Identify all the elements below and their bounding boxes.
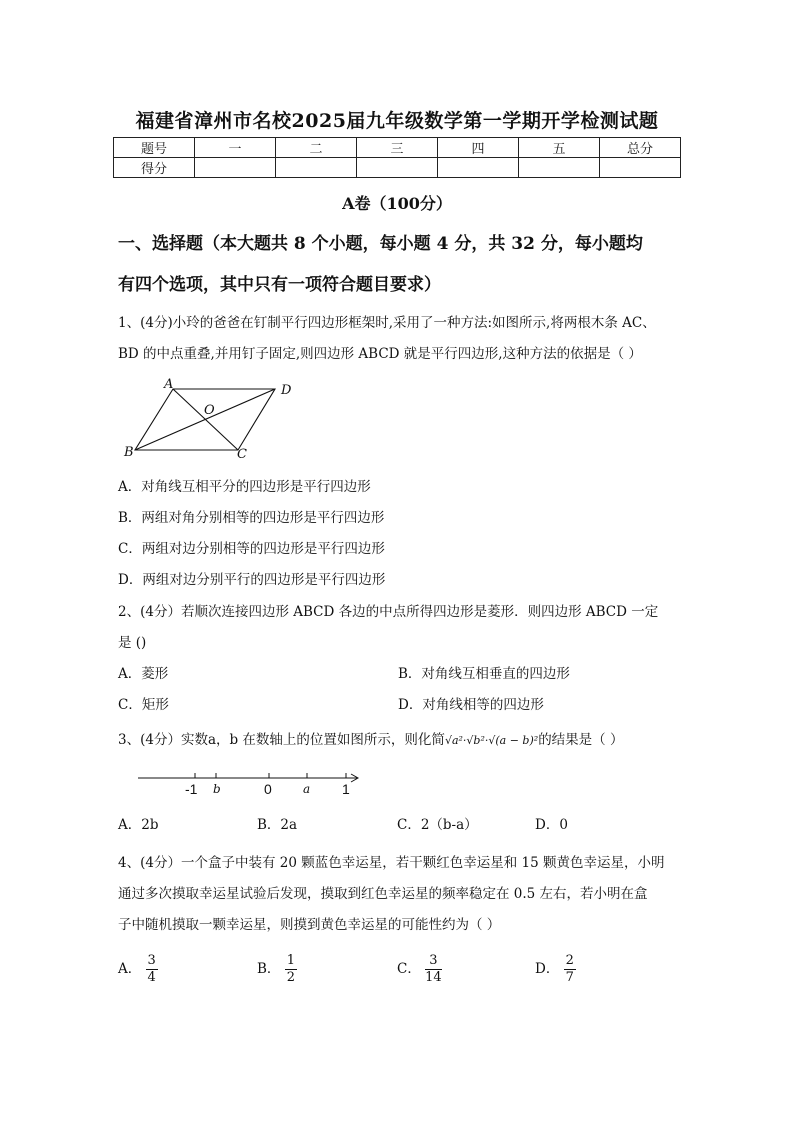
vertex-label-a: A (164, 377, 174, 392)
score-header-cell: 四 (438, 138, 519, 158)
q3-number-line (135, 768, 370, 800)
q4-option-d (535, 953, 576, 986)
axis-label-b: b (213, 782, 221, 796)
score-cell (600, 158, 681, 178)
q1-text-line2: BD 的中点重叠,并用钉子固定,则四边形 ABCD 就是平行四边形,这种方法的依据是（ ） (118, 346, 642, 362)
q4-text-line1: 4、(4分）一个盒子中装有 20 颗蓝色幸运星，若干颗红色幸运星和 15 颗黄色幸运星，小明 (118, 855, 665, 871)
score-cell (357, 158, 438, 178)
q3-option-a: A．2b (118, 817, 159, 833)
q3-expression: √a²·√b²·√(a − b)² (444, 734, 539, 747)
axis-label-a: a (303, 782, 311, 796)
q1-option-a: A．对角线互相平分的四边形是平行四边形 (118, 479, 371, 495)
score-header-cell: 总分 (600, 138, 681, 158)
score-cell (195, 158, 276, 178)
score-cell (276, 158, 357, 178)
q3-option-b: B．2a (257, 817, 298, 833)
q3-text-before: 3、(4分）实数a，b 在数轴上的位置如图所示，则化简 (118, 732, 445, 748)
q1-option-c: C．两组对边分别相等的四边形是平行四边形 (118, 541, 385, 557)
q3-option-d: D．0 (535, 817, 568, 833)
part1-heading-line1: 一、选择题（本大题共 8 个小题，每小题 4 分，共 32 分，每小题均 (118, 234, 643, 254)
vertex-label-c: C (237, 447, 247, 462)
score-table (113, 137, 681, 178)
vertex-label-b: B (124, 445, 134, 460)
q4-text-line3: 子中随机摸取一颗幸运星，则摸到黄色幸运星的可能性约为（ ） (118, 917, 501, 933)
q4-option-c (397, 953, 442, 986)
center-label-o: O (204, 403, 215, 418)
score-table-header-row (114, 138, 681, 158)
q4-option-a-numerator: 3 (147, 953, 156, 968)
q3-text (118, 725, 698, 756)
q4-option-c-numerator: 3 (425, 953, 442, 970)
q4-option-b-denominator: 2 (286, 970, 295, 985)
q3-option-c: C．2（b-a） (397, 817, 478, 833)
q2-option-d: D．对角线相等的四边形 (398, 697, 544, 713)
q1-parallelogram-figure (118, 374, 303, 464)
q2-text-line2: 是 () (118, 635, 147, 651)
vertex-label-d: D (281, 383, 292, 398)
q2-option-c: C．矩形 (118, 697, 169, 713)
q4-option-d-label: D． (535, 961, 560, 977)
score-row-label: 得分 (114, 158, 195, 178)
q4-option-c-denominator: 14 (425, 970, 442, 985)
axis-label-zero: 0 (264, 781, 272, 797)
q2-option-a: A．菱形 (118, 666, 169, 682)
score-cell (519, 158, 600, 178)
part1-heading-line2: 有四个选项，其中只有一项符合题目要求） (118, 275, 441, 295)
q1-option-b: B．两组对角分别相等的四边形是平行四边形 (118, 510, 385, 526)
score-header-cell: 三 (357, 138, 438, 158)
q4-option-a (118, 953, 158, 986)
axis-label-one: 1 (342, 781, 350, 797)
score-table-score-row (114, 158, 681, 178)
q4-text-line2: 通过多次摸取幸运星试验后发现，摸取到红色幸运星的频率稳定在 0.5 左右，若小明在盒 (118, 886, 648, 902)
score-header-cell: 一 (195, 138, 276, 158)
q4-option-a-denominator: 4 (147, 970, 156, 985)
diagonal-bd (135, 389, 275, 450)
q4-option-d-denominator: 7 (565, 970, 574, 985)
q4-option-d-numerator: 2 (565, 953, 574, 968)
score-header-cell: 二 (276, 138, 357, 158)
score-header-cell: 题号 (114, 138, 195, 158)
q4-option-b (257, 953, 297, 986)
axis-label-minus-one: -1 (185, 781, 198, 797)
q1-text-line1: 1、(4分)小玲的爸爸在钉制平行四边形框架时,采用了一种方法:如图所示,将两根木条 AC、 (118, 315, 656, 331)
exam-title: 福建省漳州市名校2025届九年级数学第一学期开学检测试题 (135, 110, 659, 132)
q2-text-line1: 2、(4分）若顺次连接四边形 ABCD 各边的中点所得四边形是菱形．则四边形 ABCD 一定 (118, 604, 659, 620)
q2-option-b: B．对角线互相垂直的四边形 (398, 666, 570, 682)
q4-option-b-label: B． (257, 961, 281, 977)
q4-option-b-numerator: 1 (286, 953, 295, 968)
q1-option-d: D．两组对边分别平行的四边形是平行四边形 (118, 572, 386, 588)
section-title: A卷（100分） (342, 194, 452, 213)
score-cell (438, 158, 519, 178)
q4-option-c-label: C． (397, 961, 421, 977)
score-header-cell: 五 (519, 138, 600, 158)
q3-text-after: 的结果是（ ） (538, 732, 624, 748)
q4-option-a-label: A． (118, 961, 142, 977)
